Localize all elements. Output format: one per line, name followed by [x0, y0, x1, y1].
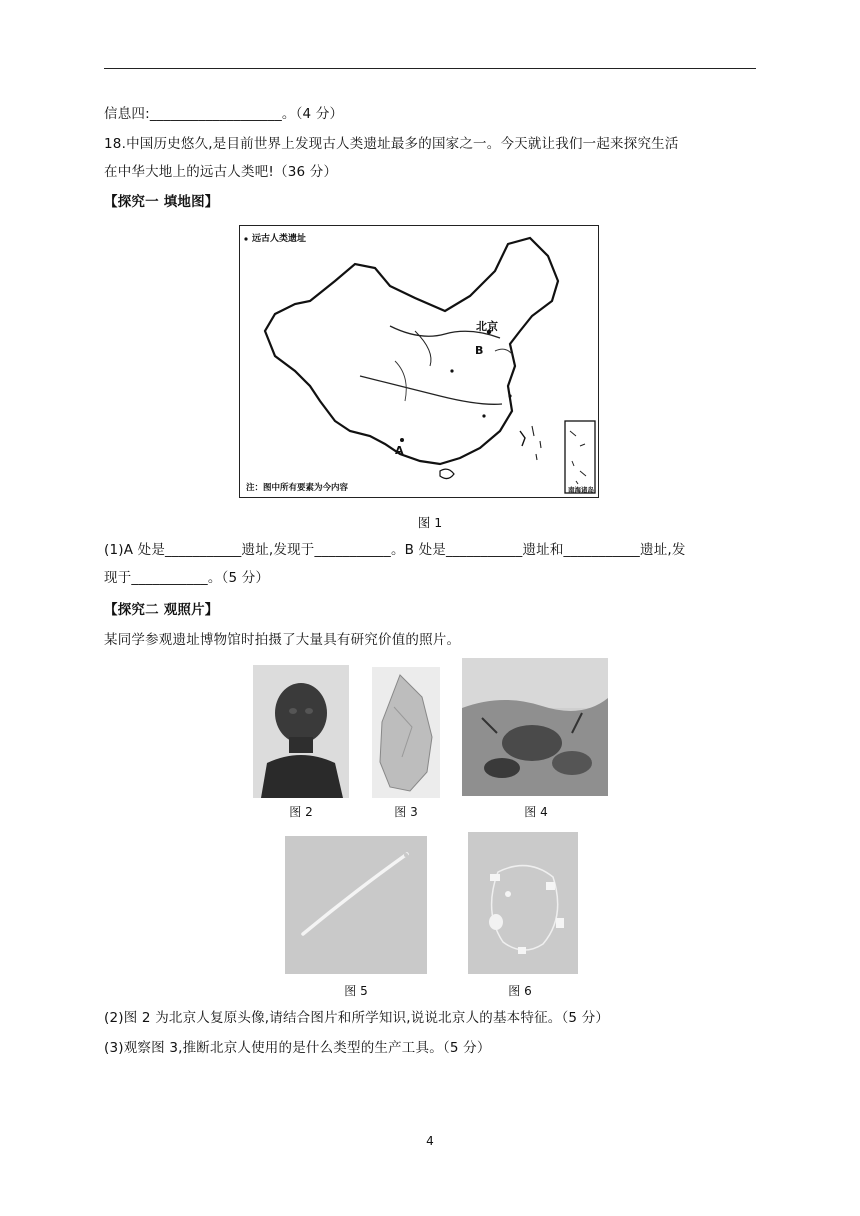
info-four-line: 信息四:___________________。（4 分） [104, 106, 344, 122]
map-label-a: A [395, 444, 404, 457]
section-heading-photos: 【探究二 观照片】 [104, 602, 219, 618]
map-legend: 远古人类遗址 [252, 231, 306, 244]
map-outline-graphic [240, 226, 597, 496]
header-rule [104, 68, 756, 69]
page-number: 4 [426, 1134, 434, 1148]
map-inset-label: 南海诸岛 [568, 486, 594, 494]
figure-6-caption: 图 6 [508, 984, 532, 998]
figure-3-caption: 图 3 [394, 805, 418, 819]
map-label-b: B [475, 344, 484, 357]
figure-2-bust-photo [253, 665, 349, 798]
question-18-line-1: 18.中国历史悠久,是目前世界上发现古人类遗址最多的国家之一。今天就让我们一起来探究生活 [104, 136, 679, 152]
figure-4-hunting-scene-photo [462, 658, 608, 796]
figure-5-caption: 图 5 [344, 984, 368, 998]
figure-2-caption: 图 2 [289, 805, 313, 819]
question-1-line-2: 现于___________。（5 分） [104, 570, 270, 586]
photos-intro-line: 某同学参观遗址博物馆时拍摄了大量具有研究价值的照片。 [104, 632, 461, 648]
map-city-beijing: 北京 [476, 320, 498, 333]
figure-4-caption: 图 4 [524, 805, 548, 819]
question-3-line: (3)观察图 3,推断北京人使用的是什么类型的生产工具。（5 分） [104, 1040, 491, 1056]
figure-3-stone-tool-photo [372, 667, 440, 798]
figure-6-necklace-photo [468, 832, 578, 974]
question-1-line-1: (1)A 处是___________遗址,发现于___________。B 处是___________遗址和___________遗址,发 [104, 542, 686, 558]
map-note: 注：图中所有要素为今内容 [246, 483, 349, 493]
question-2-line: (2)图 2 为北京人复原头像,请结合图片和所学知识,说说北京人的基本特征。（5 分） [104, 1010, 610, 1026]
china-map [239, 225, 599, 498]
figure-1-caption: 图 1 [417, 515, 443, 530]
question-18-line-2: 在中华大地上的远古人类吧!（36 分） [104, 164, 338, 180]
section-heading-map: 【探究一 填地图】 [104, 194, 219, 210]
figure-5-bone-needle-photo [285, 836, 427, 974]
